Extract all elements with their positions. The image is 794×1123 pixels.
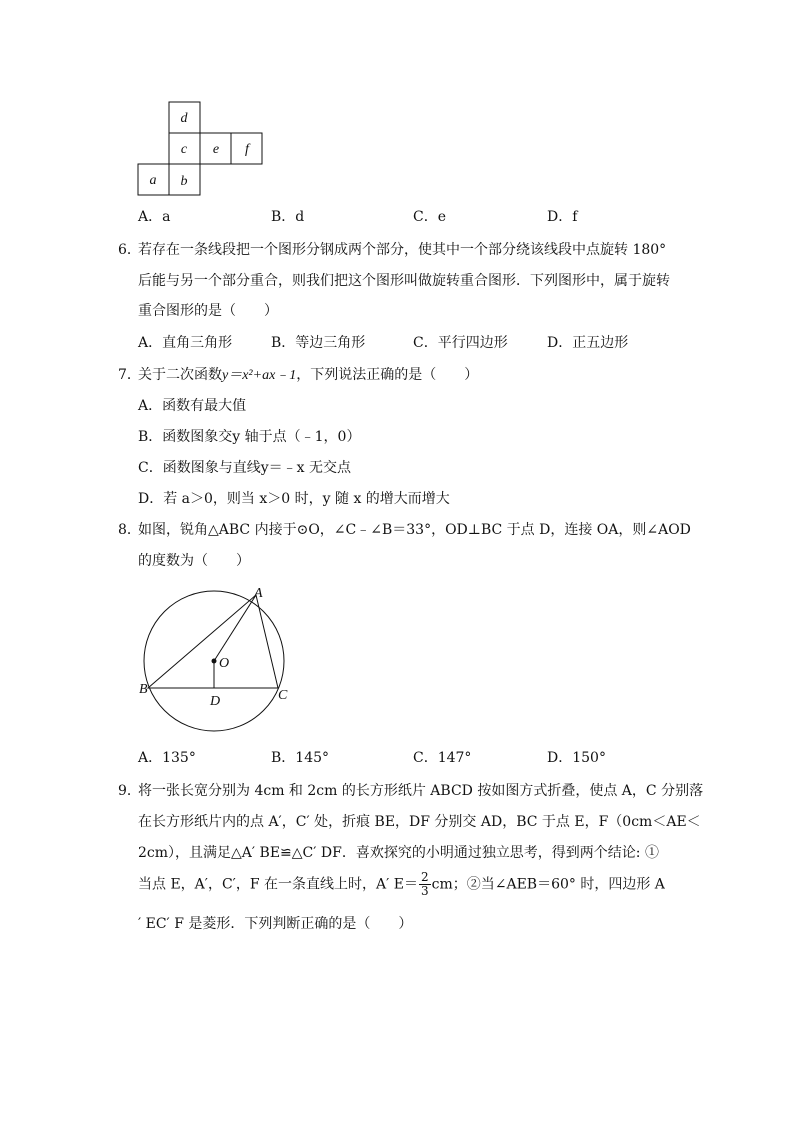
q7-option-a[interactable]: A．函数有最大值: [138, 398, 247, 414]
figure-label-c: C: [278, 688, 288, 703]
net-label-a: a: [149, 173, 157, 188]
figure-label-b: B: [139, 682, 148, 697]
fraction-numerator: 2: [420, 870, 429, 884]
q6-number: 6．: [118, 242, 141, 258]
circle-triangle-figure: [136, 582, 296, 732]
q6-options: [138, 332, 698, 352]
q7-stem-a: 关于二次函数: [138, 367, 222, 383]
q6-line-1: 若存在一条线段把一个图形分钢成两个部分，使其中一个部分绕该线段中点旋转 180°: [138, 242, 667, 258]
q6-option-c[interactable]: C．平行四边形: [413, 335, 508, 351]
q7-option-d[interactable]: D．若 a＞0，则当 x＞0 时，y 随 x 的增大而增大: [138, 491, 450, 507]
net-label-d: d: [180, 111, 188, 126]
fraction-denominator: 3: [420, 884, 429, 898]
q8-option-b[interactable]: B．145°: [271, 750, 330, 766]
center-point-o: [212, 659, 217, 664]
q8-line-1: 如图，锐角△ABC 内接于⊙O，∠C﹣∠B＝33°，OD⊥BC 于点 D，连接 OA，则∠AOD: [138, 522, 691, 538]
q8-options: [138, 747, 698, 767]
q7-formula: y＝x²+ax﹣1: [222, 368, 297, 383]
q5-option-a[interactable]: A．a: [138, 209, 171, 225]
q8-option-c[interactable]: C．147°: [413, 750, 472, 766]
q7-stem-b: ，下列说法正确的是（ ）: [296, 367, 479, 383]
figure-label-o: O: [219, 656, 230, 671]
figure-label-a: A: [254, 586, 263, 601]
q5-option-b[interactable]: B．d: [271, 209, 305, 225]
q9-line-4-a: 当点 E，A′，C′，F 在一条直线上时，A′ E＝: [138, 876, 418, 893]
q9-number: 9．: [118, 783, 141, 799]
q6-option-d[interactable]: D．正五边形: [547, 335, 629, 351]
q5-option-d[interactable]: D．f: [547, 209, 578, 225]
q9-line-2: 在长方形纸片内的点 A′，C′ 处，折痕 BE，DF 分别交 AD，BC 于点 E，F（0cm＜AE＜: [138, 814, 701, 830]
q6-option-a[interactable]: A．直角三角形: [138, 335, 233, 351]
q7-option-c[interactable]: C．函数图象与直线y＝﹣x 无交点: [138, 460, 351, 476]
q9-line-5: ′ EC′ F 是菱形．下列判断正确的是（ ）: [138, 916, 413, 932]
q7-number: 7．: [118, 367, 141, 383]
q8-number: 8．: [118, 522, 141, 538]
q5-option-c[interactable]: C．e: [413, 209, 446, 225]
q8-line-2: 的度数为（ ）: [138, 553, 250, 569]
net-label-b: b: [180, 174, 188, 189]
fraction-two-thirds: [419, 871, 431, 898]
net-label-c: c: [180, 142, 188, 157]
q9-line-1: 将一张长宽分别为 4cm 和 2cm 的长方形纸片 ABCD 按如图方式折叠，使点 A，C 分别落: [138, 783, 704, 799]
net-label-e: e: [212, 142, 220, 157]
q6-option-b[interactable]: B．等边三角形: [271, 335, 366, 351]
net-label-f: f: [245, 142, 249, 157]
q9-line-4-b: cm；②当∠AEB＝60° 时，四边形 A: [431, 876, 665, 893]
q9-line-4: [138, 871, 665, 898]
q6-line-3: 重合图形的是（ ）: [138, 303, 278, 319]
q8-option-a[interactable]: A．135°: [138, 750, 196, 766]
figure-label-d: D: [210, 694, 221, 709]
q7-stem: [138, 364, 478, 384]
segment-oa: [214, 595, 256, 661]
q8-option-d[interactable]: D．150°: [547, 750, 606, 766]
q9-line-3: 2cm），且满足△A′ BE≌△C′ DF．喜欢探究的小明通过独立思考，得到两个结论: ①: [138, 845, 659, 861]
q5-options: [138, 206, 698, 226]
q6-line-2: 后能与另一个部分重合，则我们把这个图形叫做旋转重合图形．下列图形中，属于旋转: [138, 273, 670, 289]
q7-option-b[interactable]: B．函数图象交y 轴于点（﹣1，0）: [138, 429, 361, 445]
cube-net-figure: [136, 100, 266, 196]
